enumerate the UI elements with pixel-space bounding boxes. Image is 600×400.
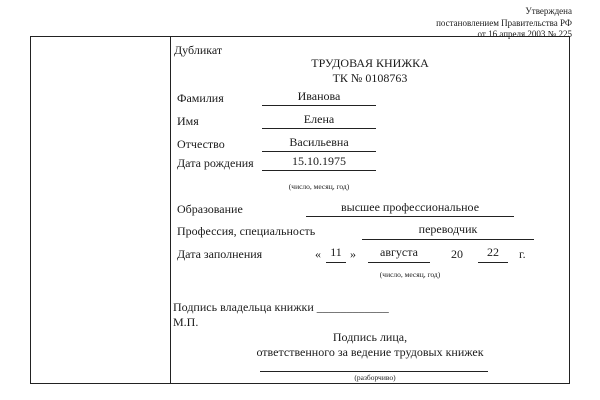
fill-date-month: августа [368, 245, 430, 263]
surname-label: Фамилия [177, 91, 224, 105]
birthdate-hint: (число, месяц, год) [288, 182, 350, 191]
name-field: Елена [262, 112, 376, 129]
birthdate-field: 15.10.1975 [262, 154, 376, 171]
name-label: Имя [177, 114, 199, 128]
fill-date-year-suffix: г. [519, 247, 526, 261]
patronymic-label: Отчество [177, 137, 225, 151]
education-label: Образование [177, 202, 243, 216]
approval-line-3: от 16 апреля 2003 № 225 [477, 29, 572, 39]
page-divider [170, 36, 171, 384]
responsible-signature-title: Подпись лица, [332, 330, 408, 344]
fill-date-day: 11 [326, 245, 346, 263]
profession-label: Профессия, специальность [177, 224, 316, 238]
fill-date-open-quote: « [315, 247, 321, 261]
fill-date-year: 22 [478, 245, 508, 263]
approval-line-1: Утверждена [525, 6, 572, 16]
responsible-signature-subtitle: ответственного за ведение трудовых книжек [256, 345, 484, 359]
stamp-label: М.П. [173, 315, 199, 329]
approval-line-2: постановлением Правительства РФ [436, 17, 572, 28]
education-field: высшее профессиональное [306, 200, 514, 217]
patronymic-field: Васильевна [262, 135, 376, 152]
birthdate-label: Дата рождения [177, 156, 254, 170]
fill-date-close-quote: » [350, 247, 356, 261]
fill-date-label: Дата заполнения [177, 247, 263, 261]
owner-signature-line: Подпись владельца книжки ____________ [173, 300, 389, 314]
profession-field: переводчик [362, 222, 534, 240]
responsible-signature-line [260, 371, 488, 372]
fill-date-hint: (число, месяц, год) [379, 270, 441, 279]
decoding-hint: (разборчиво) [354, 373, 396, 382]
fill-date-century: 20 [451, 247, 463, 261]
duplicate-label: Дубликат [174, 43, 223, 57]
document-title: ТРУДОВАЯ КНИЖКА [311, 56, 429, 70]
surname-field: Иванова [262, 89, 376, 106]
document-number: ТК № 0108763 [332, 71, 408, 85]
